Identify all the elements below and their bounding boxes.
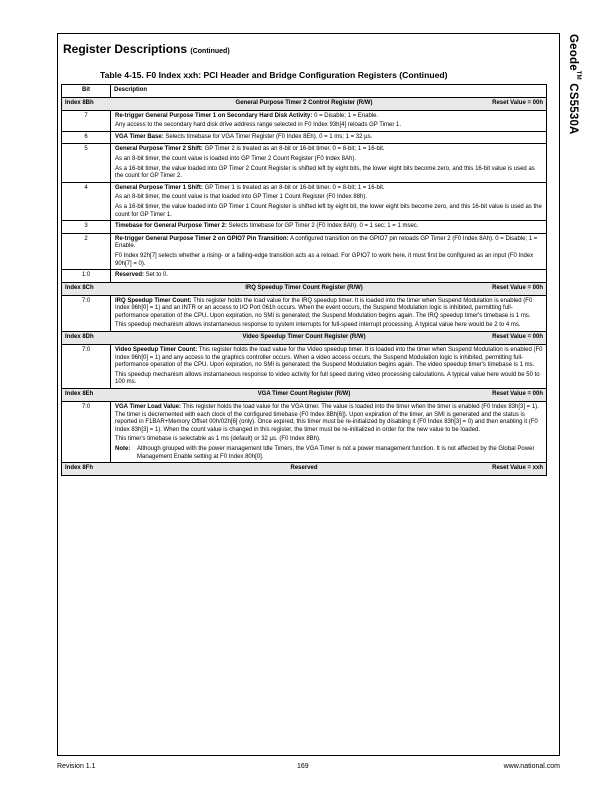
field-name: IRQ Speedup Timer Count: [115, 297, 192, 304]
desc-cell [111, 131, 547, 144]
field-text: This register holds the load value for the IRQ speedup timer. It is loaded into the timer when Suspend Modulation is enabled (F0 Index 96h[0] = 1) and an INTR or an access to I/O Port 061h occurs. When the event occurs, the Suspend Modulation logic is inhibited, permitting full-performance operation of the CPU. Upon expiration, no SMI is generated; the Suspend Modulation begins again. The IRQ speedup timer's timebase is 1 ms. [115, 297, 533, 319]
field-name: General Purpose Timer 2 Shift: [115, 146, 203, 153]
register-name: General Purpose Timer 2 Control Register (R/W) [235, 99, 373, 106]
bit-cell: 6 [62, 131, 111, 144]
field-name: General Purpose Timer 1 Shift: [115, 184, 203, 191]
table-row [62, 182, 547, 220]
register-name: VGA Timer Count Register (R/W) [257, 391, 351, 398]
note [115, 446, 543, 461]
table-row [62, 110, 547, 131]
table-header-row [62, 85, 547, 98]
table-row [62, 402, 547, 463]
field-text: This register holds the load value for the VGA timer. The value is loaded into the timer when the timer is enabled (F0 Index 83h[3] = 1). The timer is decremented with each clock of the configured timebase (F0 Index 8Bh[6]). Upon expiration of the timer, an SMI is generated and the status is reported in F1BAR+Memory Offset 00h/02h[6] (only). Once expired, this timer must be re-initialized by disabling it (F0 Index 83h[3] = 0) and then enabling it (F0 Index 83h[3] = 1). When the count value is changed in this register, the timer must be re-initialized in order for the new value to be loaded. [115, 404, 539, 433]
bit-cell: 7 [62, 110, 111, 131]
register-table [61, 84, 547, 476]
field-name: Re-trigger General Purpose Timer 1 on Secondary Hard Disk Activity: [115, 112, 313, 119]
side-trademark: TM [575, 70, 581, 80]
field-name: Video Speedup Timer Count: [115, 347, 198, 354]
section-title-cont: (Continued) [190, 48, 230, 55]
field-name: Reserved: [115, 272, 145, 279]
bit-cell: 7:0 [62, 345, 111, 389]
note-label: Note: [115, 446, 131, 452]
field-text: A configured transition on the GPIO7 pin reloads GP Timer 2 (F0 Index 8Ah). 0 = Disable; 1 = Enable. [115, 235, 538, 250]
register-index: Index 8Ch [65, 284, 94, 291]
desc-cell [111, 233, 547, 269]
register-reset: Reset Value = 00h [492, 391, 543, 398]
register-index: Index 8Fh [65, 465, 94, 472]
register-header-8c [62, 282, 547, 295]
table-row [62, 144, 547, 182]
field-name: Timebase for General Purpose Timer 2: [115, 223, 227, 230]
desc-cell [111, 402, 547, 463]
footer-page-number: 169 [297, 763, 309, 770]
register-index: Index 8Dh [65, 334, 94, 341]
table-row [62, 221, 547, 234]
field-detail: As an 8-bit timer, the count value is that loaded into GP Timer 1 Count Register (F0 Index 88h). [115, 194, 368, 201]
table-row [62, 270, 547, 283]
bit-cell: 7:0 [62, 402, 111, 463]
side-product-name: Geode [567, 34, 580, 71]
field-name: Re-trigger General Purpose Timer 2 on GPIO7 Pin Transition: [115, 235, 289, 242]
field-text: Selects timebase for VGA Timer Register (F0 Index 8Eh). 0 = 1 ms; 1 = 32 µs. [163, 133, 373, 140]
bit-cell: 7:0 [62, 295, 111, 331]
register-reset: Reset Value = 00h [492, 334, 543, 341]
register-header-8f [62, 463, 547, 476]
section-title-main: Register Descriptions [63, 42, 188, 56]
register-header-8b [62, 97, 547, 110]
side-product-title [563, 34, 581, 194]
table-row [62, 131, 547, 144]
register-reset: Reset Value = 00h [492, 284, 543, 291]
field-detail: This timer's timebase is selectable as 1 ms (default) or 32 µs. (F0 Index 8Bh). [115, 436, 321, 443]
field-detail: This speedup mechanism allows instantaneous response to video activity for full speed during video processing calculations. A typical value here would be 50 to 100 ms. [115, 371, 540, 386]
field-detail: As a 16-bit timer, the value loaded into GP Timer 1 Count Register is shifted left by eight bit, the lower eight bits become zero, and this 16-bit value is used as the count for GP Timer 1. [115, 203, 542, 218]
field-name: VGA Timer Load Value: [115, 404, 182, 411]
table-row [62, 295, 547, 331]
bit-cell: 2 [62, 233, 111, 269]
footer-url: www.national.com [503, 763, 560, 770]
bit-cell: 5 [62, 144, 111, 182]
field-text: 0 = Disable; 1 = Enable. [312, 112, 379, 119]
field-text: Set to 0. [144, 272, 169, 279]
register-name: IRQ Speedup Timer Count Register (R/W) [245, 284, 363, 291]
desc-cell [111, 221, 547, 234]
register-header-8e [62, 389, 547, 402]
field-name: VGA Timer Base: [115, 133, 164, 140]
footer-revision: Revision 1.1 [57, 763, 96, 770]
table-row [62, 233, 547, 269]
bit-cell: 4 [62, 182, 111, 220]
bit-cell: 1:0 [62, 270, 111, 283]
bit-cell: 3 [62, 221, 111, 234]
side-model-name: CS5530A [567, 83, 580, 135]
field-detail: As a 16-bit timer, the value loaded into GP Timer 2 Count Register is shifted left by eight bits, the lower eight bits become zero, and this 16-bit value is used as the count for GP Timer 2. [115, 165, 535, 180]
desc-cell [111, 345, 547, 389]
desc-cell [111, 270, 547, 283]
field-detail: F0 Index 92h[7] selects whether a rising- or a falling-edge transition acts as a reload. For GPIO7 to work here, it must first be configured as an input (F0 Index 90h[7] = 0). [115, 252, 534, 267]
field-text: GP Timer 1 is treated as an 8-bit or 16-bit timer. 0 = 8-bit; 1 = 16-bit. [202, 184, 385, 191]
register-name: Video Speedup Timer Count Register (R/W) [242, 334, 366, 341]
register-index: Index 8Bh [65, 99, 94, 106]
register-name: Reserved [290, 465, 318, 472]
register-header-8d [62, 332, 547, 345]
field-text: GP Timer 2 is treated as an 8-bit or 16-bit timer. 0 = 8-bit; 1 = 16-bit. [202, 146, 385, 153]
register-reset: Reset Value = 00h [492, 99, 543, 106]
field-text: This register holds the load value for the Video speedup timer. It is loaded into the timer when Suspend Modulation is enabled (F0 Index 96h[0] = 1) and any access to the graphics controller occurs. When a video access occurs, the Suspend Modulation logic is inhibited, permitting full-performance operation of the CPU. Upon expiration, no SMI is generated; the Suspend Modulation begins again. The video speedup timer's timebase is 1 ms. [115, 347, 543, 369]
table-row [62, 345, 547, 389]
desc-cell [111, 295, 547, 331]
col-header-desc: Description [111, 85, 547, 98]
desc-cell [111, 144, 547, 182]
field-detail: Any access to the secondary hard disk drive address range selected in F0 Index 93h[4] reloads GP Timer 1. [115, 122, 402, 129]
table-title: Table 4-15. F0 Index xxh: PCI Header and Bridge Configuration Registers (Continued) [100, 70, 448, 80]
col-header-bit: Bit [62, 85, 111, 98]
section-title [63, 42, 230, 56]
register-reset: Reset Value = xxh [492, 465, 543, 472]
note-text: Although grouped with the power management Idle Timers, the VGA Timer is not a power management function. It is not affected by the Global Power Management Enable setting at F0 Index 80h[0]. [137, 446, 535, 460]
desc-cell [111, 110, 547, 131]
desc-cell [111, 182, 547, 220]
field-detail: This speedup mechanism allows instantaneous response to system interrupts for full-speed interrupt processing. A typical value here would be 2 to 4 ms. [115, 322, 521, 329]
field-detail: As an 8-bit timer, the count value is loaded into GP Timer 2 Count Register (F0 Index 8Ah). [115, 155, 357, 162]
field-text: Selects timebase for GP Timer 2 (F0 Index 8Ah). 0 = 1 sec; 1 = 1 msec. [226, 223, 419, 230]
register-index: Index 8Eh [65, 391, 94, 398]
